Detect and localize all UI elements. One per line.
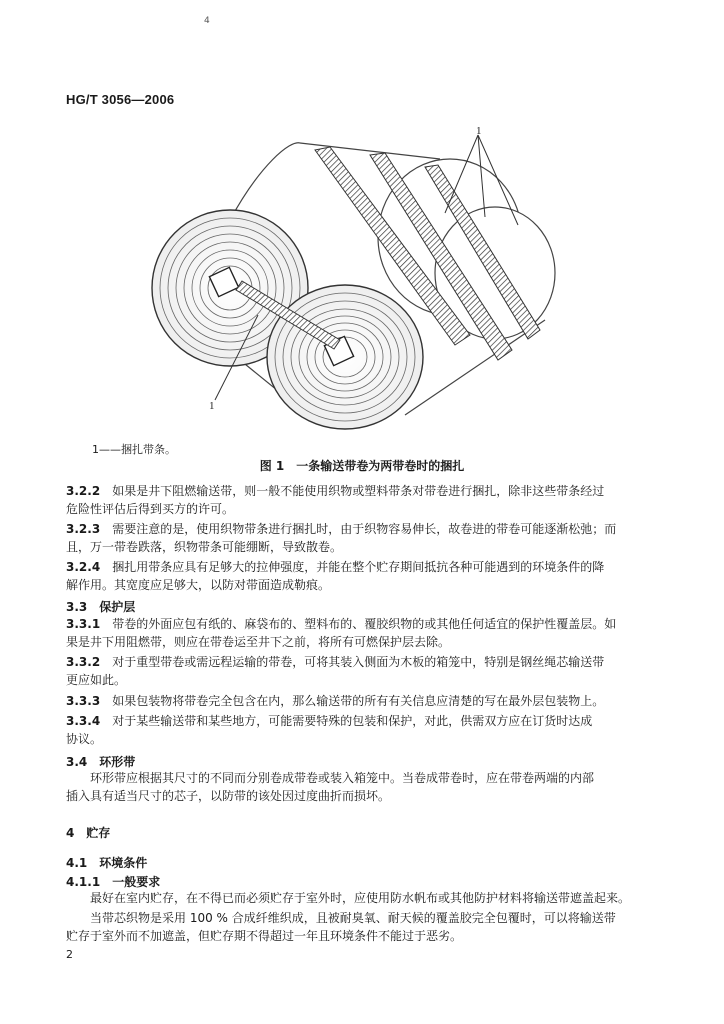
- heading-3-3: 3.3 保护层: [66, 600, 136, 614]
- heading-3-4: 3.4 环形带: [66, 755, 136, 769]
- para-3-4-cont: 插入具有适当尺寸的芯子，以防带的该处因过度曲折而损坏。: [66, 789, 391, 803]
- para-3-2-4-cont: 解作用。其宽度应足够大，以防对带面造成勒痕。: [66, 578, 331, 592]
- para-3-2-2: 3.2.2 如果是井下阻燃输送带，则一般不能使用织物或塑料带条对带卷进行捆扎，除非这些带条经过: [66, 484, 605, 498]
- callout-label-top: 1: [476, 125, 482, 137]
- para-3-3-4-cont: 协议。: [66, 732, 103, 746]
- para-4-1-1-a: 最好在室内贮存，在不得已而必须贮存于室外时，应使用防水帆布或其他防护材料将输送带遮盖起来。: [90, 891, 631, 905]
- heading-4-1: 4.1 环境条件: [66, 856, 148, 870]
- para-3-3-2: 3.3.2 对于重型带卷或需远程运输的带卷，可将其装入侧面为木板的箱笼中，特别是钢丝绳芯输送带: [66, 655, 605, 669]
- para-3-4: 环形带应根据其尺寸的不同而分别卷成带卷或装入箱笼中。当卷成带卷时，应在带卷两端的内部: [90, 771, 595, 785]
- para-3-3-1-cont: 果是井下用阻燃带，则应在带卷运至井下之前，将所有可燃保护层去除。: [66, 635, 451, 649]
- para-3-2-3-cont: 且，万一带卷跌落，织物带条可能绷断，导致散卷。: [66, 540, 343, 554]
- para-4-1-1-b: 当带芯织物是采用 100 % 合成纤维织成，且被耐臭氧、耐天候的覆盖胶完全包覆时，可以将输送带: [90, 911, 616, 925]
- para-3-3-4: 3.3.4 对于某些输送带和某些地方，可能需要特殊的包装和保护，对此，供需双方应在订货时达成: [66, 714, 593, 728]
- heading-4-1-1: 4.1.1 一般要求: [66, 875, 161, 889]
- figure-legend: 1——捆扎带条。: [92, 443, 176, 456]
- para-4-1-1-b-cont: 贮存于室外而不加遮盖，但贮存期不得超过一年且环境条件不能过于恶劣。: [66, 929, 463, 943]
- page-number: 2: [66, 948, 73, 961]
- figure-caption: 图 1 一条输送带卷为两带卷时的捆扎: [259, 459, 465, 473]
- right-roll: [267, 285, 423, 429]
- callout-label-bottom: 1: [209, 400, 215, 412]
- para-3-2-4: 3.2.4 捆扎用带条应具有足够大的拉伸强度，并能在整个贮存期间抵抗各种可能遇到的环境条件的降: [66, 560, 605, 574]
- heading-4: 4 贮存: [66, 826, 111, 840]
- para-3-2-3: 3.2.3 需要注意的是，使用织物带条进行捆扎时，由于织物容易伸长，故卷进的带卷可能逐渐松弛；而: [66, 522, 617, 536]
- corner-mark: 4: [204, 16, 210, 26]
- para-3-2-2-cont: 危险性评估后得到买方的许可。: [66, 502, 235, 516]
- para-3-3-1: 3.3.1 带卷的外面应包有纸的、麻袋布的、塑料布的、覆胶织物的或其他任何适宜的保护性覆盖层。如: [66, 617, 617, 631]
- para-3-3-3: 3.3.3 如果包装物将带卷完全包含在内，那么输送带的所有有关信息应清楚的写在最外层包装物上。: [66, 694, 605, 708]
- conveyor-belt-rolls-figure: [140, 125, 570, 430]
- para-3-3-2-cont: 更应如此。: [66, 673, 127, 687]
- document-number: HG/T 3056—2006: [66, 92, 175, 107]
